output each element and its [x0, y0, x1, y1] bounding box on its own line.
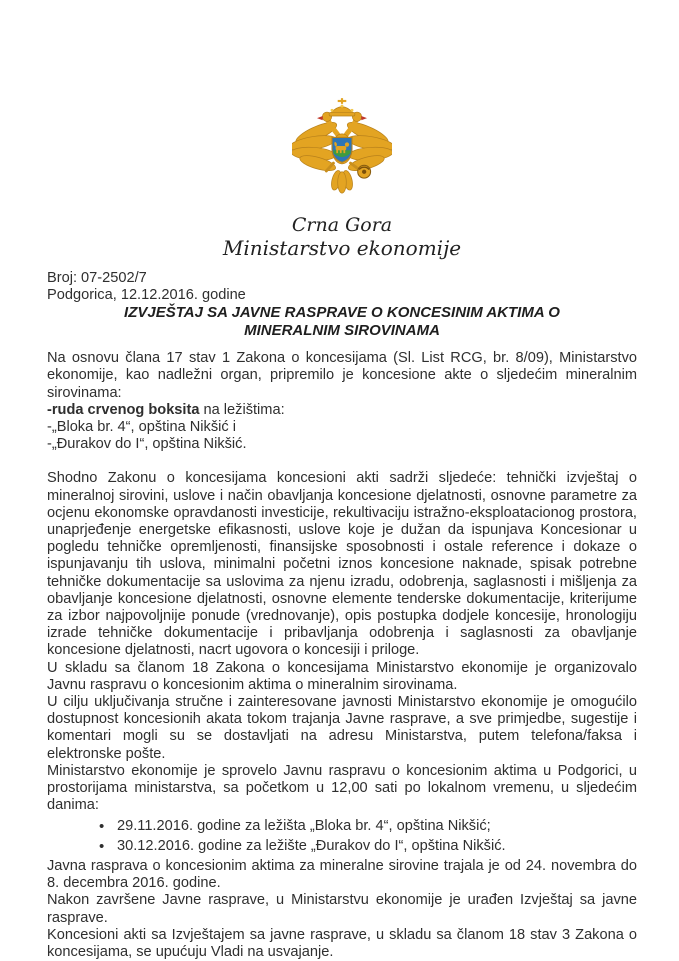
paragraph-hearing-schedule: Ministarstvo ekonomije je sprovelo Javnu raspravu o koncesionim aktima u Podgorici, u prostorijama ministarstva, sa početkom u 12,00 sati po lokalnom vremenu, u sljedećim danima:	[47, 762, 637, 814]
hearing-date-item: • 30.12.2016. godine za ležište „Đurakov do I“, opština Nikšić.	[99, 838, 637, 855]
paragraph-contents-of-acts: Shodno Zakonu o koncesijama koncesioni akti sadrži sljedeće: tehnički izvještaj o mineralnoj sirovini, uslove i način obavljanja koncesione djelatnosti, osnovne parametre za ocjenu ekonomske opravdanosti investicije, rekultivaciju istražno-eksploatacionog prostora, unaprjeđenje energetske efikasnosti, uslove koje je dužan da ispunjava Koncesionar u pogledu tehničke opremljenosti, finansijske sposobnosti i ostale reference i dokaze o ispunjavanju tih uslova, minimalni početni iznos koncesione naknade, spisak potrebne tehničke dokumentacije sa uslovima za njenu izradu, odobrenja, saglasnosti i mišljenja za obavljanje koncesione djelatnosti, osnovne elemente tenderske dokumentacije, kriterijume za izbor najpovoljnije ponude (vrednovanje), opis postupka dodjele koncesije, hronologiju izrade tehničke dokumentacije i pribavljanja odobrenja i saglasnosti za obavljanje koncesione djelatnosti, nacrt ugovora o koncesiji i priloge.	[47, 470, 637, 659]
document-body	[47, 350, 637, 961]
crown-icon	[329, 98, 355, 116]
hearing-date-item: • 29.11.2016. godine za ležišta „Bloka br. 4“, opština Nikšić;	[99, 818, 637, 835]
paragraph-public-inclusion: U cilju uključivanja stručne i zainteresovane javnosti Ministarstvo ekonomije je omogućilo dostupnost koncesionih akata tokom trajanja Javne rasprave, a sve primjedbe, sugestije i komentari mogli su se dostavljati na adresu Ministarstva, putem telefona/faksa i elektronske pošte.	[47, 694, 637, 762]
mineral-name-bold: -ruda crvenog boksita	[47, 401, 200, 418]
paragraph-legal-basis	[47, 350, 637, 453]
montenegro-coat-of-arms-icon	[292, 95, 392, 207]
paragraph-report-made: Nakon završene Javne rasprave, u Ministarstvu ekonomije je urađen Izvještaj sa javne rasprave.	[47, 892, 637, 926]
document-title-line1: IZVJEŠTAJ SA JAVNE RASPRAVE O KONCESINIM AKTIMA O	[124, 304, 560, 322]
document-title-line2: MINERALNIM SIROVINAMA	[244, 321, 440, 339]
document-number: Broj: 07-2502/7	[47, 270, 147, 286]
org-ministry: Ministarstvo ekonomije	[222, 236, 462, 260]
document-meta	[47, 270, 637, 304]
org-country: Crna Gora	[291, 214, 393, 236]
paragraph-hearing-duration: Javna rasprava o koncesionim aktima za mineralne sirovine trajala je od 24. novembra do 8. decembra 2016. godine.	[47, 857, 637, 892]
deposit-item-2: -„Đurakov do I“, opština Nikšić.	[47, 436, 247, 453]
mineral-name-rest: na ležištima:	[199, 401, 285, 418]
legal-basis-intro: Na osnovu člana 17 stav 1 Zakona o koncesijama (Sl. List RCG, br. 8/09), Ministarstvo ekonomije, kao nadležni organ, pripremilo je koncesione akte o sljedećim mineralnim sirovinama:	[47, 350, 637, 401]
paragraph-sent-to-government: Koncesioni akti sa Izvještajem sa javne rasprave, u skladu sa članom 18 stav 3 Zakona o koncesijama, se upućuju Vladi na usvajanje.	[47, 926, 637, 960]
eagle-tail	[330, 170, 355, 194]
shield-icon	[332, 137, 352, 162]
document-place-date: Podgorica, 12.12.2016. godine	[47, 287, 246, 304]
royal-orb-icon	[358, 165, 371, 178]
paragraph-article18: U skladu sa članom 18 Zakona o koncesijama Ministarstvo ekonomije je organizovalo Javnu raspravu o koncesionim aktima o mineralnim sirovinama.	[47, 659, 637, 693]
emblem-container	[47, 95, 637, 212]
deposit-item-1: -„Bloka br. 4“, opština Nikšić i	[47, 419, 236, 436]
document-title	[47, 304, 637, 339]
hearing-dates-list	[47, 818, 637, 855]
